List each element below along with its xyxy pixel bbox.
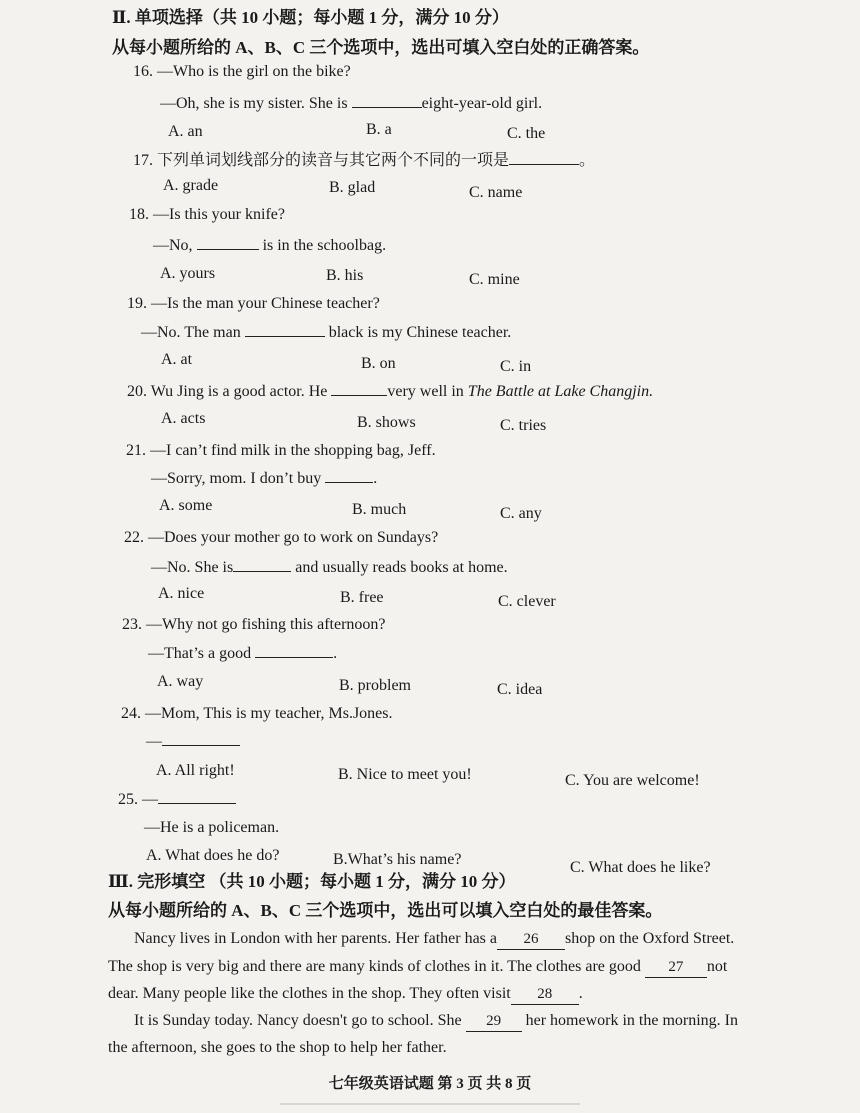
option-a[interactable]: A. nice: [158, 585, 205, 602]
cloze-blank-26[interactable]: 26: [497, 929, 565, 950]
option-c[interactable]: C. What does he like?: [570, 859, 711, 876]
option-a[interactable]: A. some: [159, 497, 213, 514]
page-footer: 七年级英语试题 第 3 页 共 8 页: [328, 1076, 532, 1092]
option-b[interactable]: B. on: [361, 355, 396, 372]
question-23: 23. —Why not go fishing this afternoon?: [122, 616, 386, 633]
option-c[interactable]: C. clever: [498, 593, 556, 610]
option-a[interactable]: A. yours: [160, 265, 216, 282]
option-c[interactable]: C. mine: [469, 271, 520, 288]
option-c[interactable]: C. You are welcome!: [565, 772, 700, 789]
option-b[interactable]: B. his: [326, 267, 364, 284]
question-18: 18. —Is this your knife?: [129, 206, 285, 223]
option-a[interactable]: A. acts: [161, 410, 206, 427]
passage-line-1: Nancy lives in London with her parents. Her father has a 26 shop on the Oxford Street.: [134, 929, 734, 950]
section-2-instruction: 从每小题所给的 A、B、C 三个选项中，选出可填入空白处的正确答案。: [112, 38, 650, 57]
option-b[interactable]: B. glad: [329, 179, 376, 196]
passage-line-2: The shop is very big and there are many kinds of clothes in it. The clothes are good 27 not: [108, 957, 727, 978]
answer-blank[interactable]: [255, 643, 333, 658]
answer-blank[interactable]: [158, 789, 236, 804]
option-a[interactable]: A. at: [161, 351, 193, 368]
scan-artifact: [280, 1103, 580, 1105]
question-24-answer-line: —: [146, 731, 240, 752]
answer-blank[interactable]: [352, 93, 422, 108]
answer-blank[interactable]: [162, 731, 240, 746]
option-b[interactable]: B. much: [352, 501, 407, 518]
cloze-blank-28[interactable]: 28: [511, 984, 579, 1005]
option-c[interactable]: C. the: [507, 125, 546, 142]
option-b[interactable]: B. shows: [357, 414, 416, 431]
answer-blank[interactable]: [325, 468, 373, 483]
option-c[interactable]: C. in: [500, 358, 532, 375]
passage-line-4: It is Sunday today. Nancy doesn't go to school. She 29 her homework in the morning. In: [134, 1011, 738, 1032]
answer-blank[interactable]: [197, 235, 259, 250]
section-3-title: Ⅲ. 完形填空 （共 10 小题；每小题 1 分，满分 10 分）: [108, 872, 516, 891]
answer-blank[interactable]: [509, 150, 579, 165]
section-2-title: Ⅱ. 单项选择（共 10 小题；每小题 1 分，满分 10 分）: [112, 8, 509, 27]
section-3-instruction: 从每小题所给的 A、B、C 三个选项中，选出可以填入空白处的最佳答案。: [108, 901, 663, 920]
option-a[interactable]: A. grade: [163, 177, 219, 194]
option-a[interactable]: A. way: [157, 673, 204, 690]
question-17: 17. 下列单词划线部分的读音与其它两个不同的一项是 。: [133, 152, 596, 169]
option-a[interactable]: A. an: [168, 123, 203, 140]
question-22: 22. —Does your mother go to work on Sundays?: [124, 529, 439, 546]
question-16: 16. —Who is the girl on the bike?: [133, 63, 351, 80]
answer-blank[interactable]: [233, 557, 291, 572]
question-21: 21. —I can’t find milk in the shopping bag, Jeff.: [126, 442, 436, 459]
question-21-answer-line: —Sorry, mom. I don’t buy .: [151, 470, 378, 487]
question-25: 25. —: [118, 789, 236, 810]
option-c[interactable]: C. name: [469, 184, 523, 201]
question-23-answer-line: —That’s a good .: [148, 645, 338, 662]
question-22-answer-line: —No. She is and usually reads books at home.: [151, 559, 508, 576]
option-c[interactable]: C. idea: [497, 681, 543, 698]
question-19-answer-line: —No. The man black is my Chinese teacher.: [141, 324, 512, 341]
option-c[interactable]: C. tries: [500, 417, 547, 434]
passage-line-3: dear. Many people like the clothes in the shop. They often visit 28 .: [108, 984, 583, 1005]
question-18-answer-line: —No, is in the schoolbag.: [153, 237, 387, 254]
question-20: 20. Wu Jing is a good actor. He very well in The Battle at Lake Changjin.: [127, 383, 654, 400]
cloze-blank-29[interactable]: 29: [466, 1011, 522, 1032]
question-24: 24. —Mom, This is my teacher, Ms.Jones.: [121, 705, 393, 722]
option-b[interactable]: B. free: [340, 589, 384, 606]
option-c[interactable]: C. any: [500, 505, 542, 522]
passage-line-5: the afternoon, she goes to the shop to help her father.: [108, 1039, 447, 1056]
answer-blank[interactable]: [245, 322, 325, 337]
option-b[interactable]: B. Nice to meet you!: [338, 766, 472, 783]
option-b[interactable]: B. problem: [339, 677, 411, 694]
question-25-answer-line: —He is a policeman.: [144, 819, 280, 836]
option-a[interactable]: A. All right!: [156, 762, 235, 779]
option-b[interactable]: B. a: [366, 121, 392, 138]
option-b[interactable]: B.What’s his name?: [333, 851, 462, 868]
option-a[interactable]: A. What does he do?: [146, 847, 280, 864]
cloze-blank-27[interactable]: 27: [645, 957, 707, 978]
answer-blank[interactable]: [331, 381, 387, 396]
question-19: 19. —Is the man your Chinese teacher?: [127, 295, 380, 312]
question-16-answer-line: —Oh, she is my sister. She is eight-year-old girl.: [160, 95, 543, 112]
